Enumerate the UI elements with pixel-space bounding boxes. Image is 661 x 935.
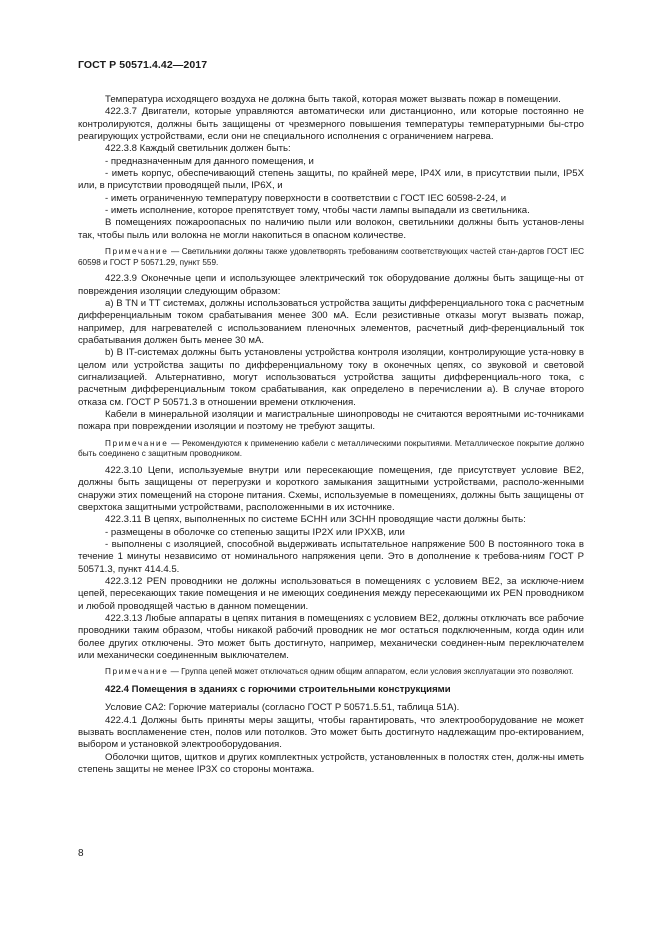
note-text: — Рекомендуются к применению кабели с металлическими покрытиями. Металлическое покрытие должно быть соединено с защитным проводником. <box>78 438 584 459</box>
note <box>78 667 584 678</box>
clause-422-3-9: 422.3.9 Оконечные цепи и использующее электрический ток оборудование должны быть защище-ны от повреждения изоляции следующим образом: <box>78 273 584 297</box>
note-label: Примечание <box>105 247 169 257</box>
paragraph: Оболочки щитов, щитков и других комплектных устройств, установленных в полостях стен, долж-ны иметь степень защиты не менее IP3X со стороны монтажа. <box>78 751 584 776</box>
paragraph: Кабели в минеральной изоляции и магистральные шинопроводы не считаются вероятными ис-точниками пожара при повреждении изоляции и поэтому не требуют защиты. <box>78 409 584 433</box>
clause-422-3-13: 422.3.13 Любые аппараты в цепях питания в помещениях с условием ВЕ2, должны отключать все рабочие проводники таким образом, чтобы никакой рабочий проводник не мог остаться подключенным, когда один или более других отключены. Это может быть достигнуто, например, механически соединен-ным переключателем или механически соединенным выключателем. <box>78 613 584 662</box>
clause-422-3-12: 422.3.12 PEN проводники не должны использоваться в помещениях с условием ВЕ2, за исключе-нием цепей, пересекающих такие помещения и не имеющих соединения между пересекающими их PEN проводником и любой проводящей частью в данном помещении. <box>78 576 584 612</box>
paragraph: Температура исходящего воздуха не должна быть такой, которая может вызвать пожар в помещении. <box>105 94 561 105</box>
clause-422-3-11: 422.3.11 В цепях, выполненных по системе БСНН или ЗСНН проводящие части должны быть: <box>105 514 526 526</box>
paragraph: Условие CA2: Горючие материалы (согласно ГОСТ Р 50571.5.51, таблица 51А). <box>105 702 460 714</box>
paragraph: В помещениях пожароопасных по наличию пыли или волокон, светильники должны быть установ-лены так, чтобы пыль или волокна не могли накопиться в опасном количестве. <box>78 217 584 241</box>
document-header: ГОСТ Р 50571.4.42—2017 <box>78 59 208 71</box>
clause-422-3-7: 422.3.7 Двигатели, которые управляются автоматически или дистанционно, или которые постоянно не контролируются, должны быть защищены от чрезмерного повышения температуры температурными бы-стро реагирующих устройствами, если они не специального исполнения с ограничением нагрева. <box>78 106 584 143</box>
note-text: — Светильники должны также удовлетворять требованиям соответствующих частей стан-дартов ГОСТ IEC 60598 и ГОСТ Р 50571.29, пункт 559. <box>78 247 584 267</box>
clause-422-4-1: 422.4.1 Должны быть приняты меры защиты, чтобы гарантировать, что электрооборудование не может вызвать воспламенение стен, полов или потолков. Это может быть достигнуто надлежащим про-ектированием, выбором и установкой электрооборудования. <box>78 714 584 751</box>
list-item: b) В IT-системах должны быть установлены устройства контроля изоляции, контролирующие уста-новку в целом или устройства защиты по дифференциальному току в оконечных цепях, со звуковой и световой сигнализацией. Альтернативно, могут использоваться устройства защиты дифференциаль-ного тока, с расчетным дифференциальным током срабатывания, как определено в перечислении а). В случае второго отказа см. ГОСТ Р 50571.3 в отношении времени отключения. <box>78 347 584 408</box>
list-item: a) В TN и TT системах, должны использоваться устройства защиты дифференциального тока с расчетным дифференциальным током срабатывания менее 300 мА. Если резистивные отказы могут вызвать пожар, например, для нагревателей с использованием пленочных элементов, расчетный диф-ференциальный ток срабатывания должен быть менее 30 мА. <box>78 298 584 347</box>
page-number: 8 <box>78 848 84 859</box>
section-heading: 422.4 Помещения в зданиях с горючими строительными конструкциями <box>105 684 451 696</box>
note <box>78 439 584 460</box>
list-item: - выполнены с изоляцией, способной выдерживать испытательное напряжение 500 В постоянного тока в течение 1 минуты независимо от номинального напряжения цепи. Это в дополнение к требова-ниям ГОСТ Р 50571.3, пункт 414.4.5. <box>78 539 584 575</box>
list-item: - иметь исполнение, которое препятствует тому, чтобы части лампы выпадали из светильника. <box>105 205 530 217</box>
list-item: - иметь ограниченную температуру поверхности в соответствии с ГОСТ IEC 60598-2-24, и <box>105 192 507 204</box>
list-item: - размещены в оболочке со степенью защиты IP2X или IPXXB, или <box>105 526 405 538</box>
list-item: - иметь корпус, обеспечивающий степень защиты, по крайней мере, IP4X или, в присутствии пыли, IP5X или, в присутствии проводящей пыли, IP6X, и <box>78 168 584 192</box>
page-body <box>78 94 584 776</box>
note-label: Примечание <box>105 438 169 448</box>
note-text: — Группа цепей может отключаться одним общим аппаратом, если условия эксплуатации это позволяют. <box>170 667 574 677</box>
list-item: - предназначенным для данного помещения, и <box>105 155 314 167</box>
note <box>78 247 584 268</box>
note-label: Примечание <box>105 667 169 677</box>
clause-422-3-10: 422.3.10 Цепи, используемые внутри или пересекающие помещения, где присутствует условие ВЕ2, должны быть защищены от перегрузки и короткого замыкания защитными устройствами, располо-женными снаружи этих помещений на стороне питания. Схемы, используемые в помещениях, должны быть защищены от сверхтока защитными устройствами, расположенными в их источнике. <box>78 464 584 513</box>
clause-422-3-8: 422.3.8 Каждый светильник должен быть: <box>105 143 291 155</box>
